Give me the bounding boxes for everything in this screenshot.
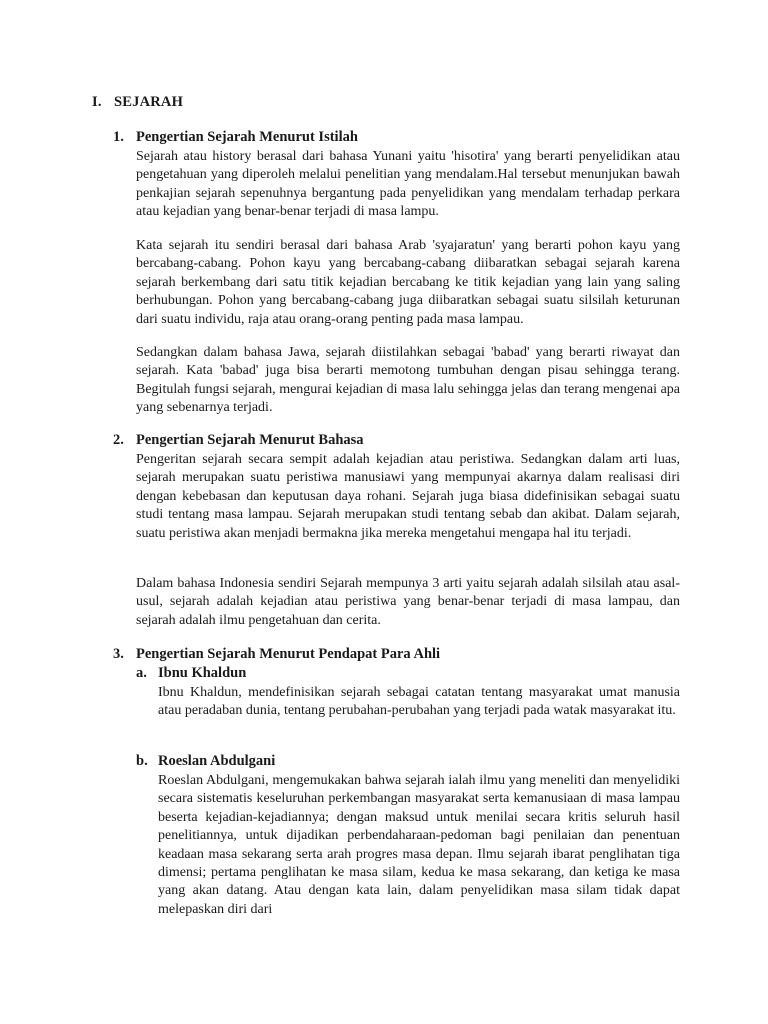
- section-title: SEJARAH: [114, 94, 184, 110]
- item-2-title-text: Pengertian Sejarah Menurut Bahasa: [136, 432, 364, 448]
- subitem-a-paragraph: Ibnu Khaldun, mendefinisikan sejarah sebagai catatan tentang masyarakat umat manusia atau peradaban dunia, tentang perubahan-perubahan yang terjadi pada watak masyarakat itu.: [158, 685, 680, 719]
- item-3-title-text: Pengertian Sejarah Menurut Pendapat Para Ahli: [136, 646, 441, 662]
- item-1-title: [113, 129, 358, 146]
- item-2-number: 2.: [113, 432, 124, 448]
- item-1-paragraph-3: Sedangkan dalam bahasa Jawa, sejarah diistilahkan sebagai 'babad' yang berarti riwayat dan sejarah. Kata 'babad' juga bisa berarti memotong tumbuhan dengan pisau sehingga terang. Begitulah fungsi sejarah, mengurai kejadian di masa lalu sehingga jelas dan terang mengenai apa yang sebenarnya terjadi.: [136, 345, 680, 416]
- item-2-title: [113, 432, 364, 449]
- item-2-paragraph-1: Pengeritan sejarah secara sempit adalah kejadian atau peristiwa. Sedangkan dalam arti luas, sejarah merupakan suatu peristiwa manusiawi yang mempunyai akarnya dalam realisasi diri dengan kebebasan dan keputusan daya rohani. Sejarah juga biasa didefinisikan sebagai suatu studi tentang masa lampau. Sejarah merupakan studi tentang sebab dan akibat. Dalam sejarah, suatu peristiwa akan menjadi bermakna jika mereka mengetahui mengapa hal itu terjadi.: [136, 452, 680, 541]
- item-3-title: [113, 646, 440, 663]
- item-2-paragraph-2: Dalam bahasa Indonesia sendiri Sejarah mempunya 3 arti yaitu sejarah adalah silsilah atau asal-usul, sejarah adalah kejadian atau peristiwa yang benar-benar terjadi di masa lampau, dan sejarah adalah ilmu pengetahuan dan cerita.: [136, 576, 680, 628]
- subitem-b-title-text: Roeslan Abdulgani: [158, 753, 276, 769]
- item-1-number: 1.: [113, 129, 124, 145]
- item-1-paragraph-2: Kata sejarah itu sendiri berasal dari bahasa Arab 'syajaratun' yang berarti pohon kayu yang bercabang-cabang. Pohon kayu yang bercabang-cabang diibaratkan sebagai sejarah karena sejarah berkembang dari satu titik kejadian bercabang ke titik kejadian yang lain yang saling berhubungan. Pohon yang bercabang-cabang juga diibaratkan sebagai suatu silsilah keturunan dari suatu individu, raja atau orang-orang penting pada masa lampau.: [136, 238, 680, 327]
- subitem-a-title-text: Ibnu Khaldun: [158, 665, 247, 681]
- item-3-number: 3.: [113, 646, 124, 662]
- subitem-a-title: [136, 665, 246, 682]
- subitem-a-letter: a.: [136, 665, 147, 681]
- subitem-b-paragraph: Roeslan Abdulgani, mengemukakan bahwa sejarah ialah ilmu yang meneliti dan menyelidiki secara sistematis keseluruhan perkembangan masyarakat serta kemanusiaan di masa lampau beserta kejadian-kejadiannya; dengan maksud untuk menilai secara kritis seluruh hasil penelitiannya, untuk dijadikan perbendaharaan-pedoman bagi penilaian dan penentuan keadaan masa sekarang serta arah progres masa depan. Ilmu sejarah ibarat penglihatan tiga dimensi; pertama penglihatan ke masa silam, kedua ke masa sekarang, dan ketiga ke masa yang akan datang. Atau dengan kata lain, dalam penyelidikan masa silam tidak dapat melepaskan diri dari: [158, 773, 680, 917]
- subitem-b-letter: b.: [136, 753, 148, 769]
- item-1-paragraph-1: Sejarah atau history berasal dari bahasa Yunani yaitu 'hisotira' yang berarti penyelidikan atau pengetahuan yang diperoleh melalui penelitian yang mendalam.Hal tersebut menunjukan bawah penkajian sejarah sepenuhnya bergantung pada penyelidikan yang mendalam terhadap perkara atau kejadian yang benar-benar terjadi di masa lampu.: [136, 149, 680, 220]
- subitem-b-title: [136, 753, 275, 770]
- section-heading: [92, 94, 183, 111]
- section-number: I.: [92, 94, 102, 110]
- item-1-title-text: Pengertian Sejarah Menurut Istilah: [136, 129, 358, 145]
